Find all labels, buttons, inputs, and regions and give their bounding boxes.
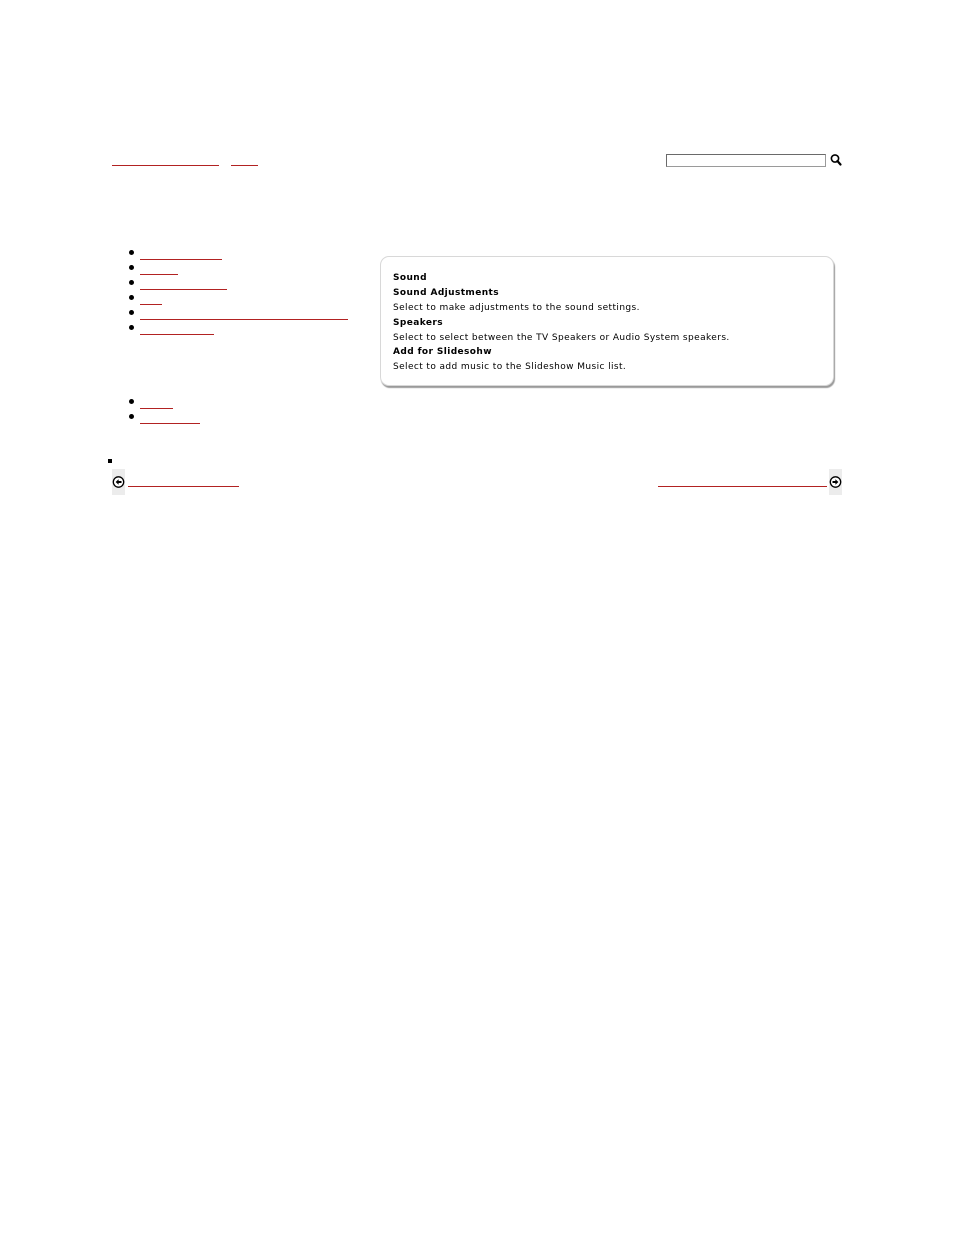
info-item-description: Select to make adjustments to the sound settings.: [393, 303, 640, 313]
info-item-title: Speakers: [393, 318, 443, 328]
topic-link[interactable]: [140, 263, 178, 275]
magnifier-icon: [829, 153, 843, 167]
info-item-title: Add for Slidesohw: [393, 347, 492, 357]
topic-link[interactable]: [140, 308, 348, 320]
arrow-right-circle-icon: [829, 469, 842, 495]
info-item-description: Select to add music to the Slideshow Music list.: [393, 362, 627, 372]
arrow-left-circle-icon: [112, 469, 125, 495]
topic-link[interactable]: [140, 248, 222, 260]
next-page-button[interactable]: [829, 469, 842, 495]
topic-link[interactable]: [140, 323, 214, 335]
info-heading: Sound: [393, 273, 427, 283]
search-input[interactable]: [666, 154, 826, 167]
related-link[interactable]: [140, 397, 173, 409]
topic-link[interactable]: [140, 293, 162, 305]
topic-link[interactable]: [140, 278, 227, 290]
info-box: [380, 256, 834, 386]
breadcrumb-link-section[interactable]: [231, 154, 258, 166]
previous-page-button[interactable]: [112, 469, 125, 495]
square-bullet: [108, 459, 112, 463]
info-item-title: Sound Adjustments: [393, 288, 499, 298]
search-button[interactable]: [829, 153, 843, 167]
next-page-link[interactable]: [658, 475, 827, 487]
breadcrumb-link-home[interactable]: [112, 154, 219, 166]
related-link[interactable]: [140, 412, 200, 424]
previous-page-link[interactable]: [128, 475, 239, 487]
info-item-description: Select to select between the TV Speakers or Audio System speakers.: [393, 333, 730, 343]
